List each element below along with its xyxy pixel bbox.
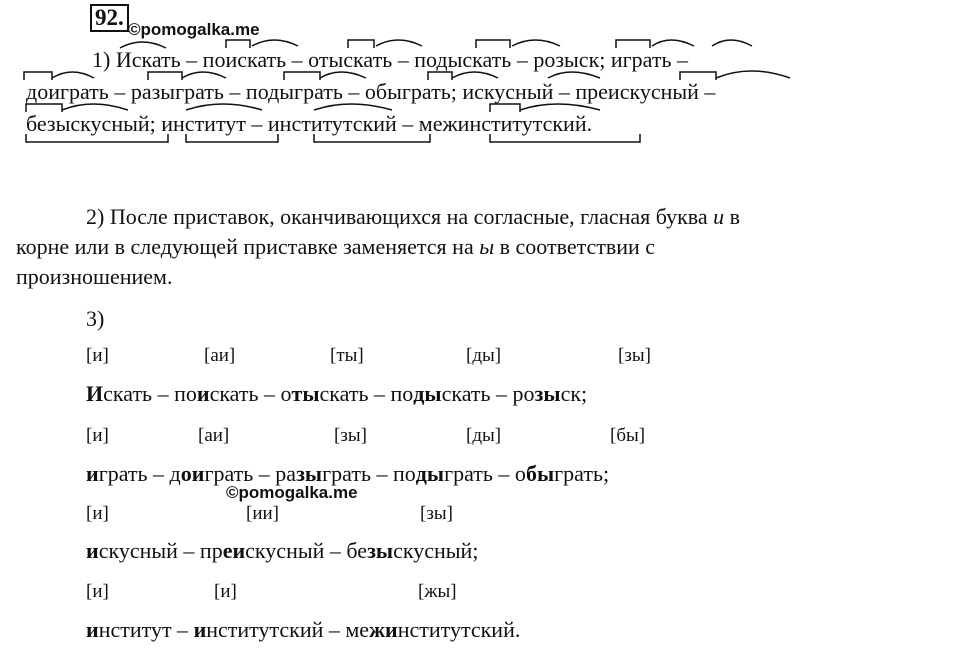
- highlight: ды: [415, 461, 445, 486]
- highlight: зы: [367, 538, 394, 563]
- text: в соответствии с: [494, 234, 656, 259]
- text: грать;: [554, 461, 610, 486]
- watermark: ©pomogalka.me: [226, 483, 358, 502]
- word-chain-4: [86, 617, 520, 643]
- highlight: И: [86, 381, 104, 406]
- highlight: и: [196, 381, 210, 406]
- highlight: и: [86, 617, 99, 642]
- root-arc: [52, 72, 94, 78]
- highlight: ты: [291, 381, 320, 406]
- text: скусный – бе: [245, 538, 368, 563]
- transcription: [зы]: [334, 425, 367, 446]
- text: ск;: [560, 381, 588, 406]
- transcription: [и]: [86, 581, 109, 602]
- text: скать – о: [209, 381, 292, 406]
- text: грать – по: [322, 461, 416, 486]
- text: произношением.: [16, 264, 173, 289]
- text: скать – по: [103, 381, 197, 406]
- transcription: [аи]: [198, 425, 230, 446]
- text: грать – ра: [204, 461, 297, 486]
- text: грать – о: [444, 461, 526, 486]
- root-arc: [712, 40, 752, 46]
- highlight: ды: [413, 381, 442, 406]
- highlight: зы: [296, 461, 323, 486]
- text: скать – ро: [441, 381, 535, 406]
- part1-line-2: доиграть – разыграть – подыграть – обыграть; искусный – преискусный –: [26, 79, 716, 104]
- letter: ы: [479, 234, 495, 259]
- root-arc: [512, 40, 560, 46]
- word-chain-1: [86, 381, 587, 407]
- text: нститутский – ме: [206, 617, 370, 642]
- root-arc: [252, 40, 298, 46]
- root-arc: [376, 40, 422, 46]
- text: нститутский.: [397, 617, 521, 642]
- transcription: [ды]: [466, 345, 502, 366]
- text: нститут –: [98, 617, 194, 642]
- text: 2) После приставок, оканчивающихся на согласные, гласная буква: [86, 204, 714, 229]
- text: в: [724, 204, 741, 229]
- root-arc: [652, 40, 694, 46]
- part1-line-1: 1) Искать – поискать – отыскать – подыскать – розыск; играть –: [92, 47, 689, 72]
- highlight: жи: [369, 617, 398, 642]
- text: скать – по: [319, 381, 414, 406]
- highlight: ои: [180, 461, 205, 486]
- transcription: [и]: [86, 425, 109, 446]
- highlight: бы: [525, 461, 555, 486]
- letter: и: [713, 204, 725, 229]
- text: скусный – пр: [98, 538, 223, 563]
- text: корне или в следующей приставке заменяется на: [16, 234, 480, 259]
- word-chain-3: [86, 538, 478, 564]
- root-arc: [716, 71, 790, 78]
- transcription: [бы]: [610, 425, 646, 446]
- transcription: [и]: [86, 503, 109, 524]
- text: скусный;: [393, 538, 479, 563]
- part1-line-3: безыскусный; институт – институтский – межинститутский.: [26, 111, 593, 136]
- transcription: [ии]: [246, 503, 279, 524]
- highlight: и: [86, 461, 99, 486]
- part3-label: 3): [86, 306, 105, 331]
- part2-line-2: [16, 234, 655, 260]
- transcription: [ды]: [466, 425, 502, 446]
- transcription: [зы]: [618, 345, 651, 366]
- highlight: и: [193, 617, 207, 642]
- text: грать – д: [98, 461, 181, 486]
- task-number: 92.: [90, 4, 129, 32]
- transcription: [и]: [214, 581, 237, 602]
- transcription: [ты]: [330, 345, 364, 366]
- transcription: [аи]: [204, 345, 236, 366]
- highlight: еи: [222, 538, 246, 563]
- transcription: [жы]: [418, 581, 457, 602]
- highlight: и: [86, 538, 99, 563]
- part2-line-3: [16, 264, 172, 290]
- transcription: [зы]: [420, 503, 453, 524]
- part2-line-1: [86, 204, 740, 230]
- watermark: ©pomogalka.me: [128, 20, 260, 39]
- highlight: зы: [534, 381, 561, 406]
- transcription: [и]: [86, 345, 109, 366]
